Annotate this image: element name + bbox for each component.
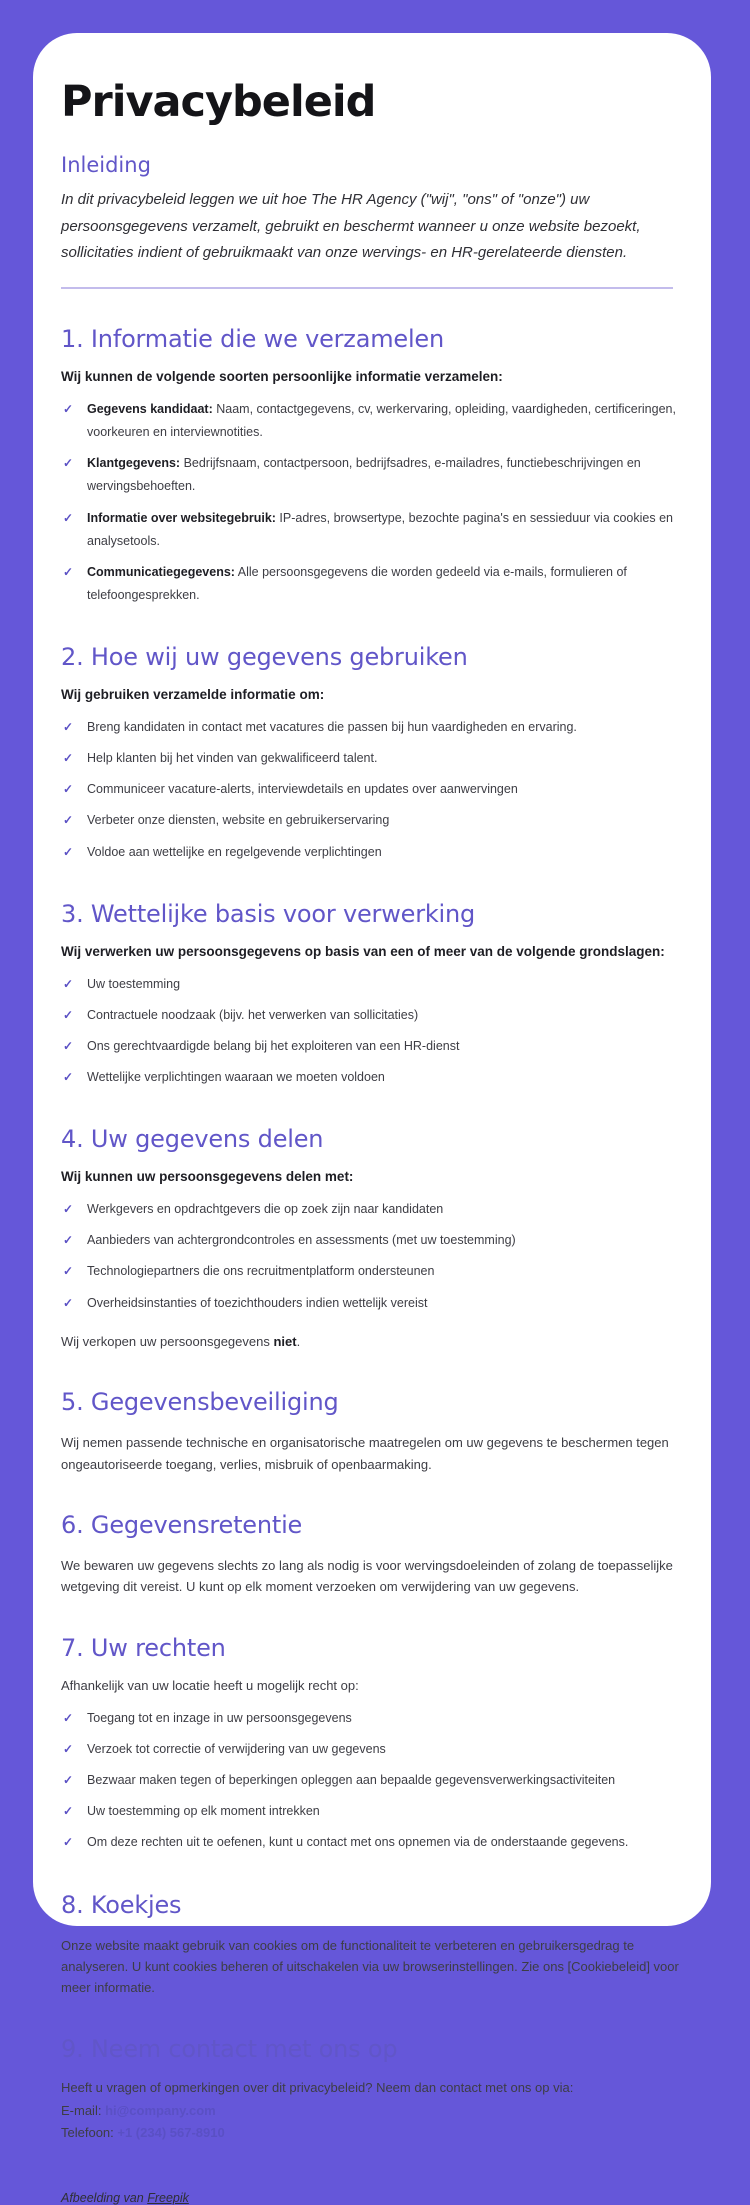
section-paragraph: We bewaren uw gegevens slechts zo lang als nodig is voor wervingsdoeleinden of zolang de toepasselijke wetgeving dit vereist. U kunt op elk moment verzoeken om verwijdering van uw gegevens. (61, 1558, 673, 1595)
check-icon: ✓ (63, 1710, 74, 1725)
list-item (61, 1831, 685, 1854)
section-uw-gegevens-delen (61, 1125, 685, 1352)
section-wettelijke-basis-voor-verwerking (61, 900, 685, 1090)
list-item (61, 1004, 685, 1027)
list-item-text: Technologiepartners die ons recruitmentplatform ondersteunen (87, 1264, 435, 1279)
intro-heading: Inleiding (61, 153, 151, 177)
no-sell-statement: Wij verkopen uw persoonsgegevens niet. (61, 1333, 301, 1349)
check-icon: ✓ (63, 1070, 74, 1085)
list-item-text: Wettelijke verplichtingen waaraan we moeten voldoen (87, 1070, 385, 1085)
list-item (61, 1707, 685, 1730)
list-item-text: Verzoek tot correctie of verwijdering van uw gegevens (87, 1742, 386, 1756)
check-icon: ✓ (63, 456, 74, 471)
list-item-text: Voldoe aan wettelijke en regelgevende verplichtingen (87, 844, 382, 859)
list-item (61, 1066, 685, 1089)
list-item (61, 1738, 685, 1761)
check-icon: ✓ (63, 751, 74, 766)
section-koekjes (61, 1891, 685, 1999)
freepik-link[interactable]: Freepik (147, 2191, 189, 2205)
section-heading: 8. Koekjes (61, 1890, 182, 1919)
list-item-text: Communiceer vacature-alerts, interviewdetails en updates over aanwervingen (87, 782, 518, 797)
section-heading: 1. Informatie die we verzamelen (61, 325, 445, 354)
check-icon: ✓ (63, 720, 74, 735)
list-item (61, 1292, 685, 1315)
check-icon: ✓ (63, 1038, 74, 1053)
contact-block (61, 2077, 685, 2145)
section-neem-contact-met-ons-op (61, 2035, 685, 2145)
section-heading: 2. Hoe wij uw gegevens gebruiken (61, 643, 468, 672)
section-paragraph: Onze website maakt gebruik van cookies om de functionaliteit te verbeteren en gebruikersgedrag te analyseren. U kunt cookies beheren of uitschakelen via uw browserinstellingen. Zie ons [Cookiebeleid] voor meer informatie. (61, 1937, 679, 1996)
check-icon: ✓ (63, 844, 74, 859)
check-list (61, 398, 685, 607)
section-heading: 7. Uw rechten (61, 1633, 226, 1662)
list-item-text: Om deze rechten uit te oefenen, kunt u contact met ons opnemen via de onderstaande gegevens. (87, 1835, 629, 1850)
list-item-text: Communicatiegegevens: Alle persoonsgegevens die worden gedeeld via e-mails, formulieren of telefoongesprekken. (87, 564, 627, 602)
section-gegevensretentie (61, 1511, 685, 1598)
check-icon: ✓ (63, 782, 74, 797)
check-icon: ✓ (63, 510, 74, 525)
list-item (61, 841, 685, 864)
list-item (61, 398, 685, 444)
check-list (61, 973, 685, 1090)
check-icon: ✓ (63, 1773, 74, 1788)
check-icon: ✓ (63, 1233, 74, 1248)
list-item (61, 561, 685, 607)
list-item (61, 778, 685, 801)
list-item-text: Help klanten bij het vinden van gekwalificeerd talent. (87, 751, 378, 766)
list-item (61, 507, 685, 553)
check-icon: ✓ (63, 1264, 74, 1279)
list-item (61, 1035, 685, 1058)
list-item-text: Contractuele noodzaak (bijv. het verwerken van sollicitaties) (87, 1007, 419, 1022)
section-informatie-die-we-verzamelen (61, 325, 685, 607)
list-item (61, 1229, 685, 1252)
check-list (61, 1198, 685, 1315)
section-heading: 3. Wettelijke basis voor verwerking (61, 899, 476, 928)
section-gegevensbeveiliging (61, 1388, 685, 1475)
section-heading: 4. Uw gegevens delen (61, 1125, 324, 1154)
section-lead: Afhankelijk van uw locatie heeft u mogelijk recht op: (61, 1677, 359, 1693)
page-title: Privacybeleid (61, 77, 376, 127)
email-label: E-mail: (61, 2102, 106, 2118)
section-hoe-wij-uw-gegevens-gebruiken (61, 643, 685, 864)
list-item-text: Toegang tot en inzage in uw persoonsgegevens (87, 1710, 352, 1725)
intro-paragraph: In dit privacybeleid leggen we uit hoe The HR Agency ("wij", "ons" of "onze") uw persoonsgegevens verzamelt, gebruikt en beschermt wanneer u onze website bezoekt, sollicitaties indient of gebruikmaakt van onze wervings- en HR-gerelateerde diensten. (61, 191, 641, 262)
section-lead: Wij gebruiken verzamelde informatie om: (61, 687, 325, 703)
list-item-text: Aanbieders van achtergrondcontroles en assessments (met uw toestemming) (87, 1233, 516, 1248)
section-lead: Wij verwerken uw persoonsgegevens op basis van een of meer van de volgende grondslagen: (61, 943, 665, 959)
check-list (61, 716, 685, 864)
phone-label: Telefoon: (61, 2125, 118, 2141)
list-item-text: Bezwaar maken tegen of beperkingen opleggen aan bepaalde gegevensverwerkingsactiviteiten (87, 1773, 616, 1788)
list-item-text: Klantgegevens: Bedrijfsnaam, contactpersoon, bedrijfsadres, e-mailadres, functiebeschrijvingen en wervingsbehoeften. (87, 456, 641, 494)
list-item-text: Uw toestemming (87, 976, 181, 991)
section-heading: 5. Gegevensbeveiliging (61, 1388, 339, 1417)
list-item (61, 452, 685, 498)
contact-phone-line (61, 2122, 685, 2145)
list-item (61, 1800, 685, 1823)
check-list (61, 1707, 685, 1855)
list-item (61, 1260, 685, 1283)
section-divider (61, 287, 673, 289)
list-item (61, 809, 685, 832)
list-item (61, 716, 685, 739)
check-icon: ✓ (63, 813, 74, 828)
check-icon: ✓ (63, 1835, 74, 1850)
check-icon: ✓ (63, 1202, 74, 1217)
check-icon: ✓ (63, 1742, 74, 1756)
contact-intro: Heeft u vragen of opmerkingen over dit privacybeleid? Neem dan contact met ons op via: (61, 2079, 574, 2095)
check-icon: ✓ (63, 1804, 74, 1819)
list-item-text: Overheidsinstanties of toezichthouders indien wettelijk vereist (87, 1295, 428, 1310)
check-icon: ✓ (63, 1007, 74, 1022)
image-credit (61, 2191, 685, 2205)
list-item (61, 1769, 685, 1792)
list-item-text: Informatie over websitegebruik: IP-adres, browsertype, bezochte pagina's en sessieduur via cookies en analysetools. (87, 510, 673, 548)
check-icon: ✓ (63, 976, 74, 991)
credit-text: Afbeelding van (61, 2191, 148, 2205)
check-icon: ✓ (63, 564, 74, 579)
section-heading: 6. Gegevensretentie (61, 1511, 303, 1539)
section-lead: Wij kunnen de volgende soorten persoonlijke informatie verzamelen: (61, 369, 503, 385)
list-item-text: Uw toestemming op elk moment intrekken (87, 1804, 320, 1819)
section-uw-rechten (61, 1634, 685, 1855)
section-heading: 9. Neem contact met ons op (61, 2034, 398, 2063)
list-item (61, 747, 685, 770)
email-link[interactable]: hi@company.com (105, 2102, 216, 2118)
phone-link[interactable]: +1 (234) 567-8910 (117, 2125, 225, 2141)
section-lead: Wij kunnen uw persoonsgegevens delen met: (61, 1169, 354, 1185)
list-item-text: Gegevens kandidaat: Naam, contactgegevens, cv, werkervaring, opleiding, vaardigheden, certificeringen, voorkeuren en interviewnotities. (87, 402, 676, 440)
check-icon: ✓ (63, 402, 74, 417)
list-item-text: Werkgevers en opdrachtgevers die op zoek zijn naar kandidaten (87, 1202, 444, 1217)
list-item-text: Ons gerechtvaardigde belang bij het exploiteren van een HR-dienst (87, 1038, 460, 1053)
section-paragraph: Wij nemen passende technische en organisatorische maatregelen om uw gegevens te beschermen tegen ongeautoriseerde toegang, verlies, misbruik of openbaarmaking. (61, 1435, 669, 1472)
contact-email-line (61, 2100, 685, 2123)
list-item-text: Breng kandidaten in contact met vacatures die passen bij hun vaardigheden en ervaring. (87, 720, 577, 735)
content-card (33, 33, 711, 2205)
list-item-text: Verbeter onze diensten, website en gebruikerservaring (87, 813, 390, 828)
list-item (61, 1198, 685, 1221)
check-icon: ✓ (63, 1295, 74, 1310)
list-item (61, 973, 685, 996)
